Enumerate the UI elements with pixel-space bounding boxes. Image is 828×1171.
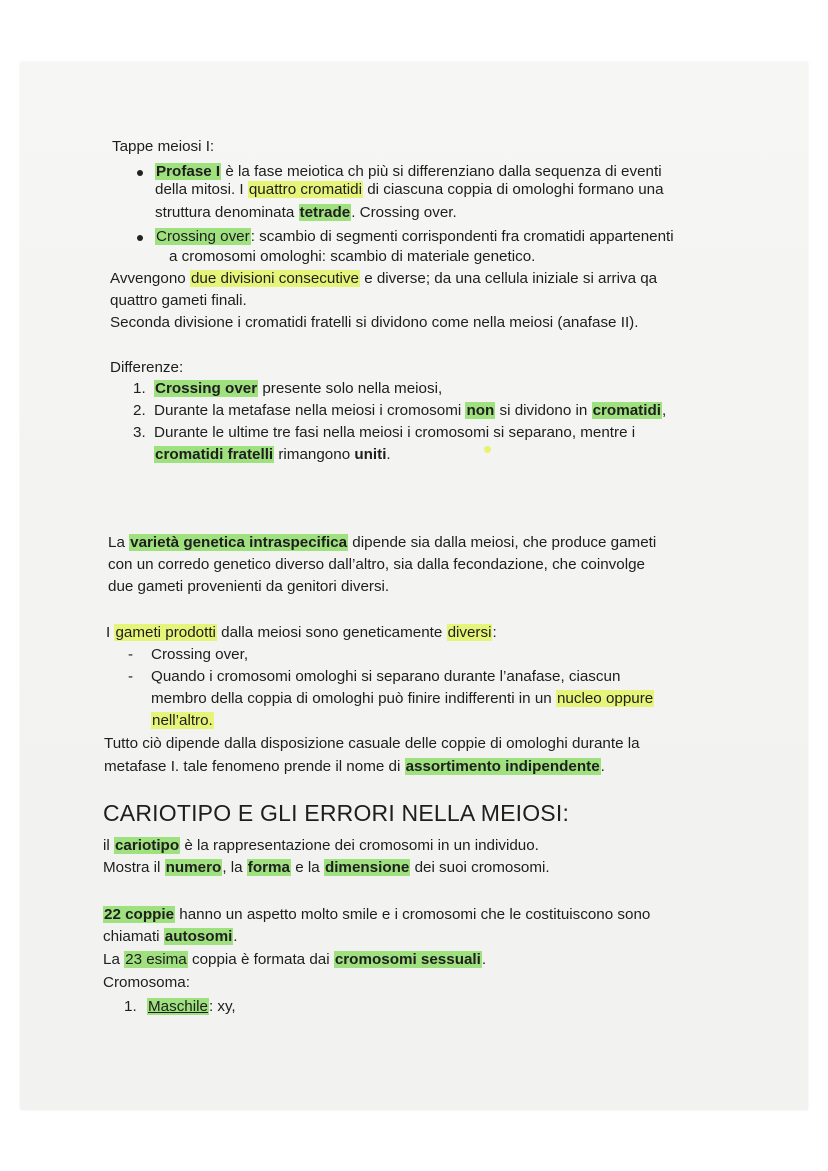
tappe-bullet1-line1: Profase I è la fase meiotica ch più si differenziano dalla sequenza di eventi <box>156 163 662 180</box>
list-number: 1. <box>124 998 137 1015</box>
tappe-bullet2-line2: a cromosomi omologhi: scambio di materiale genetico. <box>169 248 536 265</box>
differenze-title: Differenze: <box>110 359 184 376</box>
list-number: 2. <box>133 402 146 419</box>
differenze-item3-line1: Durante le ultime tre fasi nella meiosi i cromosomi si separano, mentre i <box>154 424 636 441</box>
highlighter-mark <box>484 446 491 453</box>
list-dash: - <box>128 668 134 685</box>
cariotipo-line5: La 23 esima coppia è formata dai cromosomi sessuali. <box>103 951 487 968</box>
tappe-title: Tappe meiosi I: <box>112 138 215 155</box>
differenze-item3-line2: cromatidi fratelli rimangono uniti. <box>155 446 391 463</box>
differenze-item1: Crossing over presente solo nella meiosi, <box>155 380 443 397</box>
varieta-line2: con un corredo genetico diverso dall’altro, sia dalla fecondazione, che coinvolge <box>108 556 645 573</box>
cariotipo-line3: 22 coppie hanno un aspetto molto smile e i cromosomi che le costituiscono sono <box>104 906 651 923</box>
gameti-dash-item1: Crossing over, <box>151 646 249 663</box>
varieta-line3: due gameti provenienti da genitori diversi. <box>108 578 390 595</box>
tappe-bullet1-line3: struttura denominata tetrade. Crossing over. <box>155 204 457 221</box>
varieta-line1: La varietà genetica intraspecifica dipende sia dalla meiosi, che produce gameti <box>108 534 657 551</box>
gameti-dash-item2-line2: membro della coppia di omologhi può finire indifferenti in un nucleo oppure <box>151 690 654 707</box>
bullet <box>137 170 143 176</box>
tappe-bullet2-line1: Crossing over: scambio di segmenti corrispondenti fra cromatidi appartenenti <box>156 228 674 245</box>
tappe-bullet1-line2: della mitosi. I quattro cromatidi di ciascuna coppia di omologhi formano una <box>155 181 664 198</box>
list-number: 1. <box>133 380 146 397</box>
list-number: 3. <box>133 424 146 441</box>
gameti-para-line1: Tutto ciò dipende dalla disposizione casuale delle coppie di omologhi durante la <box>104 735 640 752</box>
gameti-dash-item2-line3: nell’altro. <box>152 712 213 729</box>
cariotipo-line4: chiamati autosomi. <box>103 928 238 945</box>
tappe-para1-line2: quattro gameti finali. <box>110 292 247 309</box>
cariotipo-line2: Mostra il numero, la forma e la dimensione dei suoi cromosomi. <box>103 859 550 876</box>
gameti-line1: I gameti prodotti dalla meiosi sono geneticamente diversi: <box>106 624 497 641</box>
gameti-para-line2: metafase I. tale fenomeno prende il nome di assortimento indipendente. <box>104 758 605 775</box>
cariotipo-line1: il cariotipo è la rappresentazione dei cromosomi in un individuo. <box>103 837 539 854</box>
bullet <box>137 235 143 241</box>
cariotipo-item1: Maschile: xy, <box>148 998 236 1015</box>
tappe-para1-line1: Avvengono due divisioni consecutive e diverse; da una cellula iniziale si arriva qa <box>110 270 658 287</box>
section-heading: CARIOTIPO E GLI ERRORI NELLA MEIOSI: <box>103 800 570 826</box>
cariotipo-line6: Cromosoma: <box>103 974 190 991</box>
gameti-dash-item2-line1: Quando i cromosomi omologhi si separano durante l’anafase, ciascun <box>151 668 621 685</box>
differenze-item2: Durante la metafase nella meiosi i cromosomi non si dividono in cromatidi, <box>154 402 667 419</box>
list-dash: - <box>128 646 134 663</box>
tappe-para2: Seconda divisione i cromatidi fratelli si dividono come nella meiosi (anafase II). <box>110 314 639 331</box>
